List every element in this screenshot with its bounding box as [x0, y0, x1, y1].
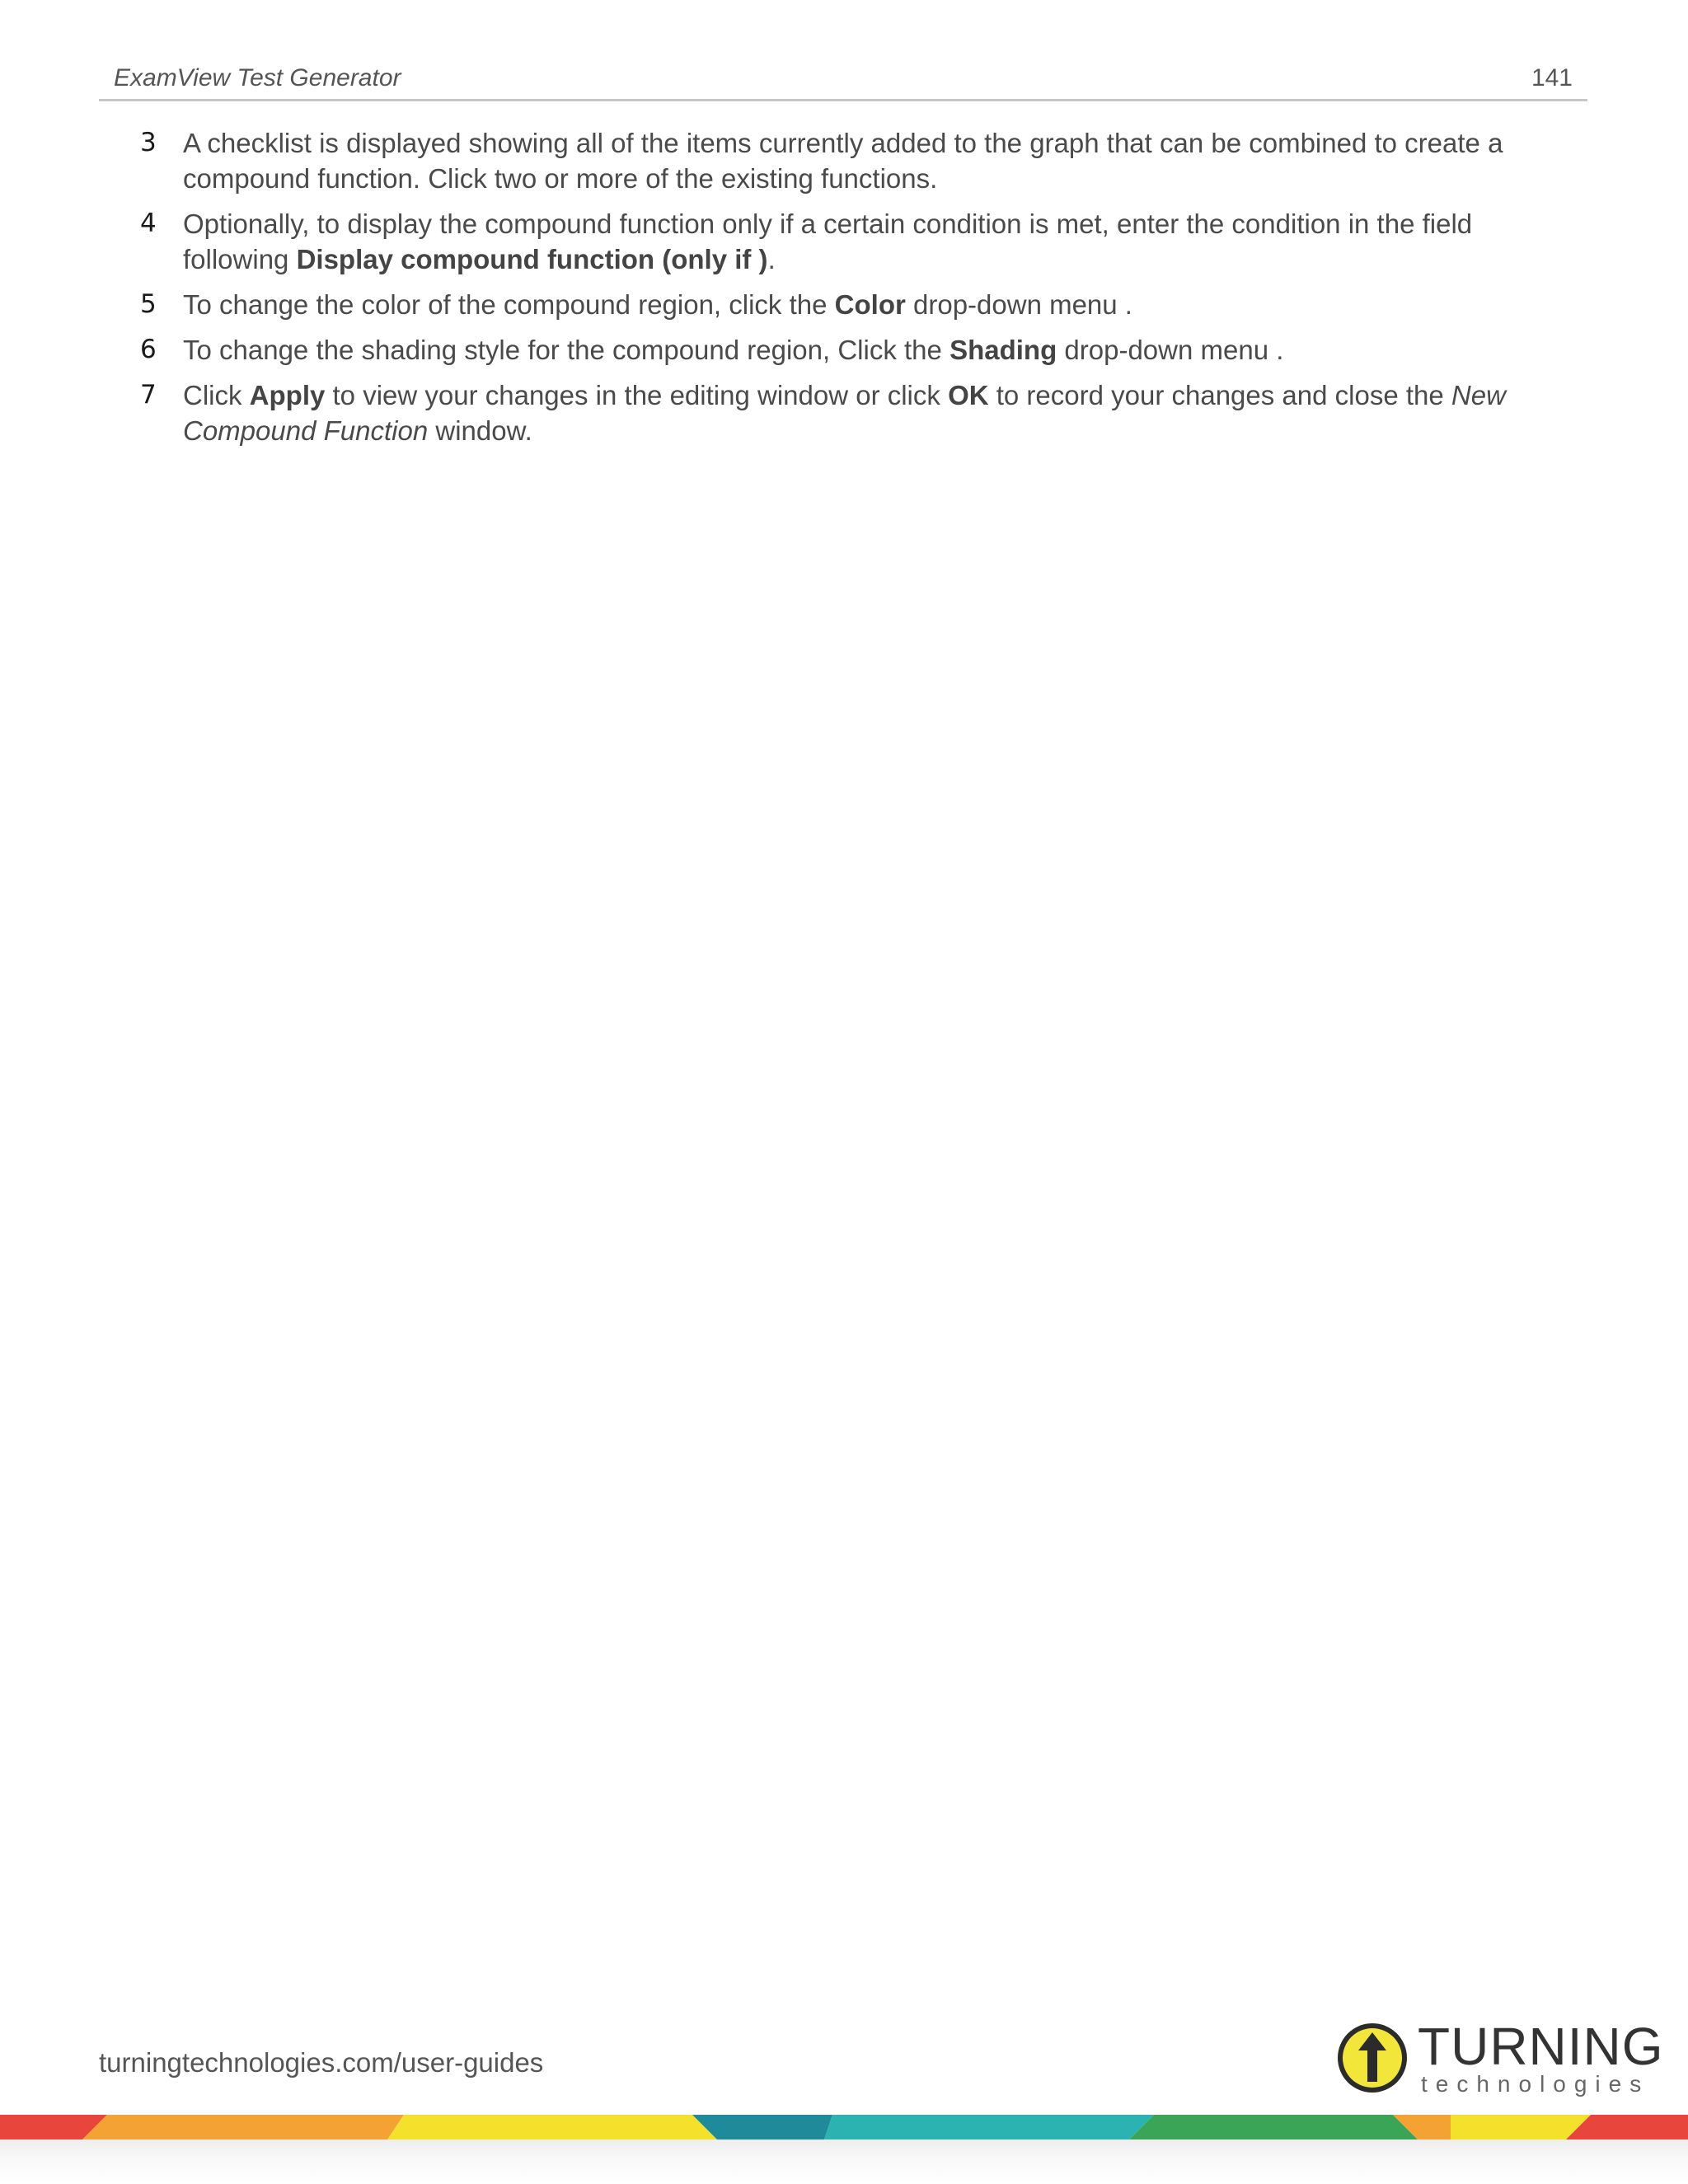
step-text: To change the shading style for the compound region, Click the — [183, 335, 950, 365]
step-number: 3 — [140, 128, 157, 157]
step-text: to view your changes in the editing window or click — [325, 380, 949, 410]
document-title: ExamView Test Generator — [114, 64, 401, 91]
step-text: To change the color of the compound region, click the — [183, 289, 835, 320]
footer-color-stripe — [0, 2115, 1688, 2139]
footer-url[interactable]: turningtechnologies.com/user-guides — [99, 2047, 544, 2078]
step-number: 7 — [140, 380, 157, 410]
footer-shadow — [0, 2139, 1688, 2184]
step-text: drop-down menu . — [905, 289, 1132, 320]
step-text-bold: Display compound function (only if ) — [296, 244, 768, 274]
step-number: 5 — [140, 289, 157, 319]
step-text: . — [767, 244, 776, 274]
steps-list — [140, 125, 1558, 458]
step-text-bold: Color — [834, 289, 906, 320]
step-item — [140, 206, 1558, 277]
step-text-italic: New Compound Function — [183, 380, 1506, 446]
step-item — [140, 377, 1558, 448]
step-item — [140, 287, 1558, 322]
step-number: 6 — [140, 335, 157, 364]
step-text-bold: Shading — [950, 335, 1057, 365]
step-text: drop-down menu . — [1057, 335, 1284, 365]
step-text: to record your changes and close the — [988, 380, 1451, 410]
step-text-bold: OK — [948, 380, 989, 410]
page-header — [99, 64, 1587, 101]
step-item — [140, 125, 1558, 196]
logo-arrow-icon — [1335, 2021, 1409, 2095]
step-text: A checklist is displayed showing all of the items currently added to the graph that can be combined to create a compound function. Click two or more of the existing functions. — [183, 128, 1503, 194]
step-text-bold: Apply — [249, 380, 326, 410]
step-text: window. — [428, 415, 532, 446]
logo-wordmark: TURNING — [1418, 2017, 1664, 2076]
logo-subtext: technologies — [1421, 2071, 1650, 2097]
step-text: Click — [183, 380, 250, 410]
turning-technologies-logo — [1335, 2017, 1664, 2100]
page-number: 141 — [1531, 64, 1573, 91]
step-number: 4 — [140, 209, 157, 238]
step-text: Optionally, to display the compound function only if a certain condition is met, enter the condition in the field following — [183, 209, 1473, 274]
step-item — [140, 332, 1558, 368]
